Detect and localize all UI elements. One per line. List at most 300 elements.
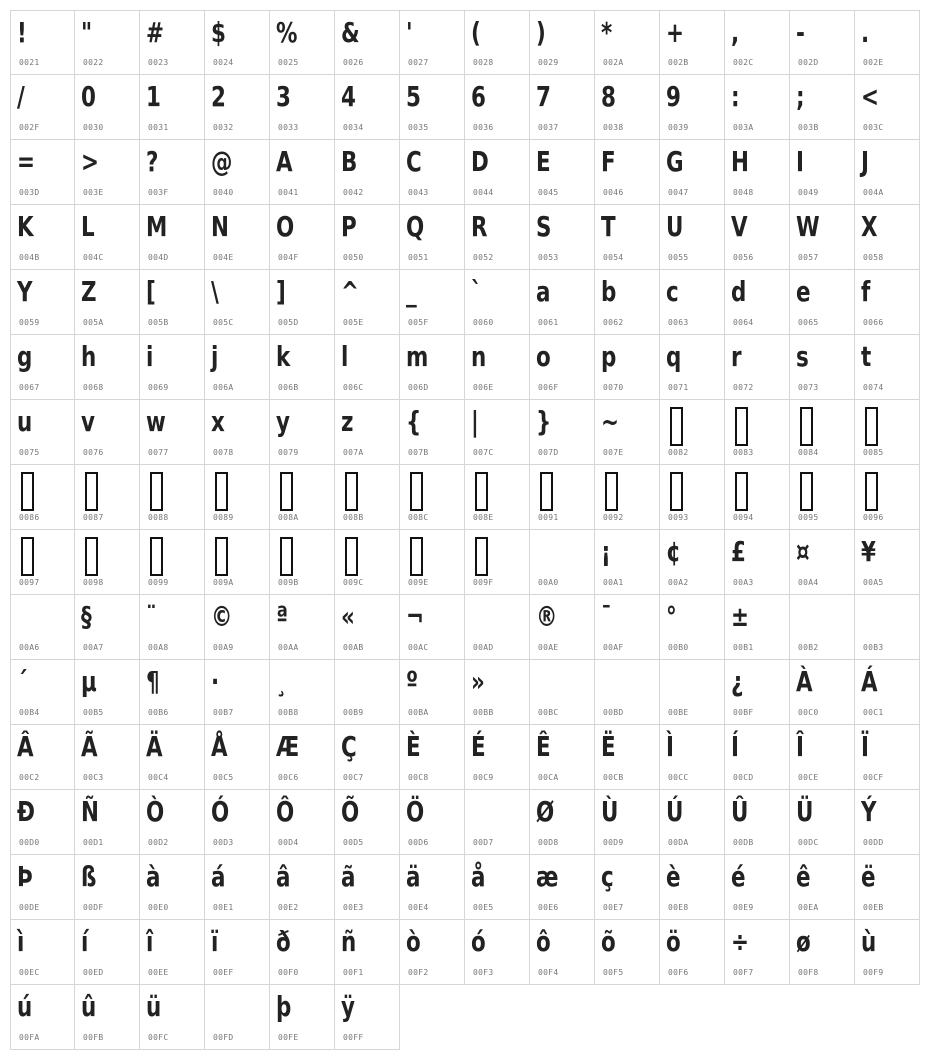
glyph-sample: n xyxy=(471,340,487,373)
glyph-code: 00B4 xyxy=(19,708,40,717)
glyph-sample: å xyxy=(471,860,486,893)
glyph-sample: Ò xyxy=(146,795,165,828)
glyph-cell xyxy=(790,790,855,855)
glyph-cell xyxy=(75,985,140,1050)
glyph-sample: t xyxy=(861,340,872,373)
glyph-code: 004A xyxy=(863,188,884,197)
glyph-sample: v xyxy=(81,405,95,438)
glyph-sample: Ö xyxy=(406,795,425,828)
glyph-cell xyxy=(660,75,725,140)
glyph-cell xyxy=(530,10,595,75)
glyph-code: 0027 xyxy=(408,58,429,67)
glyph-sample: - xyxy=(796,16,805,49)
glyph-cell xyxy=(140,140,205,205)
glyph-cell xyxy=(400,75,465,140)
glyph-code: 00C2 xyxy=(19,773,40,782)
glyph-sample: è xyxy=(666,860,681,893)
glyph-code: 00D3 xyxy=(213,838,234,847)
glyph-code: 00F8 xyxy=(798,968,819,977)
glyph-sample: ' xyxy=(406,16,413,49)
glyph-sample: f xyxy=(861,275,871,308)
glyph-code: 00DB xyxy=(733,838,754,847)
glyph-code: 004C xyxy=(83,253,104,262)
glyph-code: 00EB xyxy=(863,903,884,912)
glyph-sample: ñ xyxy=(341,925,357,958)
glyph-cell xyxy=(725,660,790,725)
glyph-cell xyxy=(855,205,920,270)
glyph-code: 00FD xyxy=(213,1033,234,1042)
glyph-cell xyxy=(465,855,530,920)
glyph-cell xyxy=(10,595,75,660)
glyph-code: 00F2 xyxy=(408,968,429,977)
glyph-code: 0036 xyxy=(473,123,494,132)
glyph-sample: ê xyxy=(796,860,811,893)
glyph-sample: N xyxy=(211,210,229,243)
glyph-cell xyxy=(75,140,140,205)
glyph-sample: Ñ xyxy=(81,795,99,828)
glyph-code: 00F4 xyxy=(538,968,559,977)
glyph-cell xyxy=(790,855,855,920)
glyph-cell xyxy=(10,75,75,140)
glyph-cell xyxy=(140,335,205,400)
glyph-sample: á xyxy=(211,860,226,893)
glyph-code: 0038 xyxy=(603,123,624,132)
glyph-cell xyxy=(725,920,790,985)
glyph-cell xyxy=(465,790,530,855)
glyph-sample: 8 xyxy=(601,80,616,113)
glyph-sample: F xyxy=(601,145,616,178)
glyph-sample: W xyxy=(796,210,820,243)
glyph-cell xyxy=(270,725,335,790)
glyph-cell xyxy=(335,465,400,530)
glyph-code: 00C7 xyxy=(343,773,364,782)
glyph-code: 0049 xyxy=(798,188,819,197)
glyph-sample: 1 xyxy=(146,80,161,113)
glyph-sample: â xyxy=(276,860,291,893)
glyph-cell xyxy=(400,465,465,530)
glyph-cell xyxy=(205,595,270,660)
glyph-sample: d xyxy=(731,275,747,308)
glyph-sample: @ xyxy=(211,145,233,178)
glyph-code: 0023 xyxy=(148,58,169,67)
glyph-sample: Þ xyxy=(17,860,33,893)
glyph-cell xyxy=(400,660,465,725)
glyph-code: 0037 xyxy=(538,123,559,132)
glyph-sample: ¬ xyxy=(406,600,424,633)
glyph-code: 0056 xyxy=(733,253,754,262)
glyph-code: 00A2 xyxy=(668,578,689,587)
glyph-code: 0066 xyxy=(863,318,884,327)
glyph-sample: ; xyxy=(796,80,805,113)
glyph-sample: Ã xyxy=(81,730,98,763)
glyph-cell xyxy=(660,270,725,335)
glyph-code: 00C6 xyxy=(278,773,299,782)
glyph-code: 0074 xyxy=(863,383,884,392)
missing-glyph-box xyxy=(85,537,98,576)
glyph-cell xyxy=(725,790,790,855)
glyph-cell xyxy=(465,270,530,335)
glyph-cell xyxy=(335,725,400,790)
glyph-code: 005D xyxy=(278,318,299,327)
glyph-code: 0077 xyxy=(148,448,169,457)
glyph-code: 0025 xyxy=(278,58,299,67)
glyph-sample: µ xyxy=(81,665,97,698)
glyph-code: 008E xyxy=(473,513,494,522)
glyph-sample: û xyxy=(81,990,97,1023)
glyph-code: 005C xyxy=(213,318,234,327)
glyph-sample: k xyxy=(276,340,291,373)
glyph-cell xyxy=(270,10,335,75)
glyph-code: 00AA xyxy=(278,643,299,652)
glyph-code: 00A3 xyxy=(733,578,754,587)
glyph-cell xyxy=(595,725,660,790)
missing-glyph-box xyxy=(605,472,618,511)
glyph-sample: ð xyxy=(276,925,291,958)
glyph-code: 0059 xyxy=(19,318,40,327)
glyph-sample: % xyxy=(276,16,298,49)
glyph-sample: ù xyxy=(861,925,877,958)
glyph-sample: Ý xyxy=(861,795,877,828)
glyph-sample: r xyxy=(731,340,742,373)
glyph-cell xyxy=(335,400,400,465)
glyph-cell xyxy=(205,140,270,205)
glyph-code: 00B2 xyxy=(798,643,819,652)
glyph-cell xyxy=(790,335,855,400)
missing-glyph-box xyxy=(280,537,293,576)
glyph-code: 0022 xyxy=(83,58,104,67)
glyph-sample: ¶ xyxy=(146,665,160,698)
glyph-sample: > xyxy=(81,145,99,178)
glyph-code: 0072 xyxy=(733,383,754,392)
glyph-cell xyxy=(465,465,530,530)
missing-glyph-box xyxy=(150,472,163,511)
glyph-sample: B xyxy=(341,145,358,178)
glyph-sample: é xyxy=(731,860,746,893)
glyph-cell xyxy=(790,400,855,465)
glyph-cell xyxy=(660,10,725,75)
glyph-sample: ? xyxy=(146,145,159,178)
glyph-code: 00D2 xyxy=(148,838,169,847)
glyph-code: 006E xyxy=(473,383,494,392)
glyph-code: 00A8 xyxy=(148,643,169,652)
missing-glyph-box xyxy=(345,537,358,576)
glyph-cell xyxy=(530,920,595,985)
glyph-cell xyxy=(75,920,140,985)
glyph-code: 00A9 xyxy=(213,643,234,652)
glyph-cell xyxy=(790,75,855,140)
glyph-cell xyxy=(790,10,855,75)
glyph-code: 0047 xyxy=(668,188,689,197)
glyph-sample: u xyxy=(17,405,33,438)
glyph-cell xyxy=(335,205,400,270)
glyph-sample: { xyxy=(406,405,422,438)
glyph-cell xyxy=(530,465,595,530)
glyph-sample: i xyxy=(146,340,154,373)
glyph-sample: \ xyxy=(211,275,219,308)
glyph-sample: £ xyxy=(731,535,746,568)
glyph-sample: ë xyxy=(861,860,876,893)
glyph-sample: ¤ xyxy=(796,535,810,568)
glyph-sample: À xyxy=(796,665,813,698)
glyph-cell xyxy=(10,465,75,530)
glyph-cell xyxy=(725,400,790,465)
glyph-sample: Å xyxy=(211,730,228,763)
glyph-code: 0051 xyxy=(408,253,429,262)
glyph-sample: | xyxy=(471,405,479,438)
glyph-code: 0043 xyxy=(408,188,429,197)
glyph-sample: ï xyxy=(211,925,219,958)
glyph-code: 002F xyxy=(19,123,40,132)
glyph-cell xyxy=(725,465,790,530)
glyph-cell xyxy=(335,75,400,140)
glyph-cell xyxy=(465,920,530,985)
glyph-cell xyxy=(855,400,920,465)
glyph-cell xyxy=(790,465,855,530)
glyph-cell xyxy=(725,205,790,270)
glyph-sample: U xyxy=(666,210,684,243)
glyph-cell xyxy=(660,725,725,790)
glyph-code: 0033 xyxy=(278,123,299,132)
glyph-sample: ´ xyxy=(17,665,28,698)
glyph-code: 00C1 xyxy=(863,708,884,717)
glyph-code: 00D0 xyxy=(19,838,40,847)
glyph-sample: È xyxy=(406,730,421,763)
glyph-cell xyxy=(400,595,465,660)
glyph-sample: 0 xyxy=(81,80,96,113)
glyph-cell xyxy=(790,725,855,790)
glyph-cell xyxy=(855,660,920,725)
glyph-cell xyxy=(335,530,400,595)
glyph-cell xyxy=(140,465,205,530)
glyph-cell xyxy=(205,10,270,75)
glyph-cell xyxy=(855,595,920,660)
glyph-sample: Ù xyxy=(601,795,619,828)
glyph-code: 008A xyxy=(278,513,299,522)
glyph-sample: 7 xyxy=(536,80,551,113)
glyph-cell xyxy=(465,400,530,465)
glyph-code: 004E xyxy=(213,253,234,262)
glyph-code: 00EE xyxy=(148,968,169,977)
glyph-cell xyxy=(790,920,855,985)
glyph-sample: ± xyxy=(731,600,749,633)
glyph-cell xyxy=(140,75,205,140)
glyph-code: 00FC xyxy=(148,1033,169,1042)
glyph-cell xyxy=(205,465,270,530)
glyph-sample: + xyxy=(666,16,684,49)
glyph-code: 0070 xyxy=(603,383,624,392)
glyph-sample: Y xyxy=(17,275,33,308)
missing-glyph-box xyxy=(150,537,163,576)
glyph-sample: ß xyxy=(81,860,97,893)
glyph-cell xyxy=(140,530,205,595)
glyph-cell xyxy=(270,465,335,530)
glyph-code: 00BF xyxy=(733,708,754,717)
glyph-sample: ¡ xyxy=(601,535,611,568)
glyph-sample: , xyxy=(731,16,740,49)
glyph-code: 00CA xyxy=(538,773,559,782)
glyph-sample: < xyxy=(861,80,879,113)
glyph-code: 00F6 xyxy=(668,968,689,977)
glyph-sample: Û xyxy=(731,795,749,828)
glyph-sample: æ xyxy=(536,860,559,893)
glyph-cell xyxy=(140,855,205,920)
glyph-sample: I xyxy=(796,145,804,178)
glyph-sample: * xyxy=(601,16,613,49)
glyph-sample: ô xyxy=(536,925,551,958)
glyph-cell xyxy=(335,140,400,205)
glyph-code: 0024 xyxy=(213,58,234,67)
glyph-sample: $ xyxy=(211,16,226,49)
glyph-sample: Ì xyxy=(666,730,674,763)
glyph-code: 00A1 xyxy=(603,578,624,587)
glyph-sample: } xyxy=(536,405,552,438)
glyph-cell xyxy=(270,595,335,660)
glyph-code: 00C4 xyxy=(148,773,169,782)
glyph-cell xyxy=(335,10,400,75)
glyph-cell xyxy=(855,855,920,920)
glyph-cell xyxy=(530,140,595,205)
glyph-sample: 6 xyxy=(471,80,486,113)
glyph-cell xyxy=(10,725,75,790)
glyph-sample: ) xyxy=(536,16,546,49)
glyph-sample: _ xyxy=(406,275,417,308)
glyph-sample: s xyxy=(796,340,809,373)
glyph-sample: 9 xyxy=(666,80,681,113)
glyph-cell xyxy=(335,790,400,855)
glyph-code: 0092 xyxy=(603,513,624,522)
glyph-sample: Ë xyxy=(601,730,616,763)
glyph-cell xyxy=(660,530,725,595)
glyph-code: 0064 xyxy=(733,318,754,327)
glyph-cell xyxy=(855,725,920,790)
glyph-cell xyxy=(75,660,140,725)
glyph-cell xyxy=(75,465,140,530)
glyph-code: 00D9 xyxy=(603,838,624,847)
glyph-code: 00D5 xyxy=(343,838,364,847)
glyph-code: 00B7 xyxy=(213,708,234,717)
glyph-sample: . xyxy=(861,16,870,49)
glyph-cell xyxy=(205,920,270,985)
glyph-code: 0097 xyxy=(19,578,40,587)
glyph-cell xyxy=(790,205,855,270)
glyph-code: 0085 xyxy=(863,448,884,457)
glyph-code: 006B xyxy=(278,383,299,392)
glyph-cell xyxy=(140,920,205,985)
glyph-cell xyxy=(75,400,140,465)
glyph-sample: V xyxy=(731,210,748,243)
glyph-code: 0041 xyxy=(278,188,299,197)
glyph-sample: g xyxy=(17,340,33,373)
glyph-cell xyxy=(10,335,75,400)
glyph-cell xyxy=(660,660,725,725)
glyph-code: 007E xyxy=(603,448,624,457)
glyph-sample: : xyxy=(731,80,740,113)
glyph-cell xyxy=(595,270,660,335)
glyph-cell xyxy=(10,855,75,920)
glyph-cell xyxy=(855,10,920,75)
glyph-code: 005A xyxy=(83,318,104,327)
glyph-sample: í xyxy=(81,925,89,958)
glyph-sample: ÿ xyxy=(341,990,355,1023)
glyph-code: 00D6 xyxy=(408,838,429,847)
glyph-code: 0042 xyxy=(343,188,364,197)
glyph-sample: · xyxy=(211,665,220,698)
glyph-sample: Z xyxy=(81,275,97,308)
glyph-sample: à xyxy=(146,860,161,893)
glyph-cell xyxy=(725,75,790,140)
glyph-code: 0075 xyxy=(19,448,40,457)
glyph-sample: w xyxy=(146,405,166,438)
glyph-cell xyxy=(335,920,400,985)
glyph-code: 006A xyxy=(213,383,234,392)
glyph-cell xyxy=(660,465,725,530)
glyph-cell xyxy=(75,205,140,270)
glyph-cell xyxy=(205,530,270,595)
glyph-code: 007A xyxy=(343,448,364,457)
glyph-sample: m xyxy=(406,340,429,373)
glyph-code: 00F1 xyxy=(343,968,364,977)
glyph-cell xyxy=(400,205,465,270)
glyph-cell xyxy=(10,660,75,725)
glyph-cell xyxy=(465,140,530,205)
glyph-code: 0031 xyxy=(148,123,169,132)
glyph-sample: Í xyxy=(731,730,739,763)
glyph-sample: Ï xyxy=(861,730,869,763)
glyph-code: 0058 xyxy=(863,253,884,262)
glyph-sample: î xyxy=(146,925,154,958)
glyph-sample: # xyxy=(146,16,164,49)
glyph-cell xyxy=(205,725,270,790)
glyph-cell xyxy=(465,75,530,140)
glyph-cell xyxy=(75,75,140,140)
glyph-cell xyxy=(75,790,140,855)
glyph-code: 00BD xyxy=(603,708,624,717)
glyph-cell xyxy=(595,530,660,595)
glyph-cell xyxy=(335,335,400,400)
glyph-code: 00E1 xyxy=(213,903,234,912)
glyph-code: 00C0 xyxy=(798,708,819,717)
glyph-code: 003C xyxy=(863,123,884,132)
glyph-cell xyxy=(205,790,270,855)
glyph-code: 008C xyxy=(408,513,429,522)
glyph-cell xyxy=(530,595,595,660)
glyph-code: 00EF xyxy=(213,968,234,977)
glyph-cell xyxy=(205,985,270,1050)
glyph-sample: D xyxy=(471,145,489,178)
glyph-cell xyxy=(660,140,725,205)
glyph-sample: Ø xyxy=(536,795,555,828)
glyph-code: 00D1 xyxy=(83,838,104,847)
missing-glyph-box xyxy=(475,537,488,576)
glyph-sample: M xyxy=(146,210,168,243)
missing-glyph-box xyxy=(410,472,423,511)
glyph-cell xyxy=(660,595,725,660)
glyph-grid xyxy=(10,10,920,1050)
glyph-sample: ~ xyxy=(601,405,619,438)
glyph-cell xyxy=(725,530,790,595)
glyph-code: 006F xyxy=(538,383,559,392)
glyph-sample: p xyxy=(601,340,617,373)
glyph-code: 00C5 xyxy=(213,773,234,782)
glyph-cell xyxy=(10,205,75,270)
glyph-cell xyxy=(140,595,205,660)
glyph-code: 0052 xyxy=(473,253,494,262)
glyph-code: 00C3 xyxy=(83,773,104,782)
glyph-cell xyxy=(660,920,725,985)
glyph-sample: o xyxy=(536,340,551,373)
glyph-code: 00CC xyxy=(668,773,689,782)
glyph-code: 0091 xyxy=(538,513,559,522)
